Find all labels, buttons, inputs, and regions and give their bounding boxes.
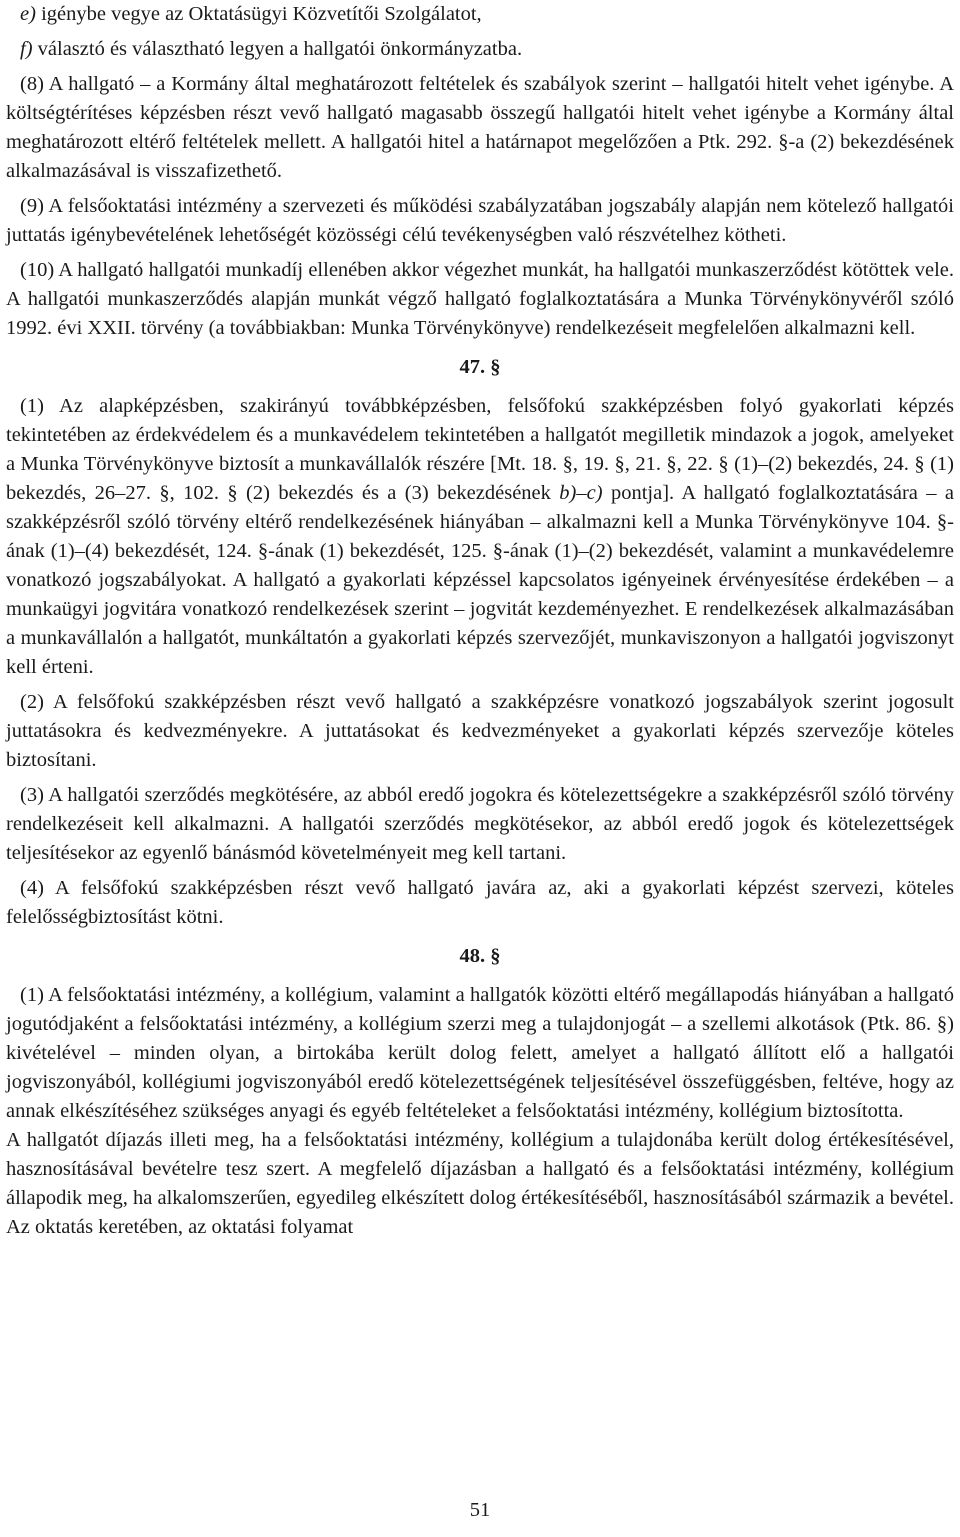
paragraph-46-8: (8) A hallgató – a Kormány által meghatározott feltételek és szabályok szerint – hallgatói hitelt vehet igénybe. A költségtérítéses képzésben részt vevő hallgató magasabb összegű hallgatói hitelt vehet igénybe a Kormány által meghatározott eltérő feltételek mellett. A hallgatói hitel a határnapot megelőzően a Ptk. 292. §-a (2) bekezdésének alkalmazásával is visszafizethető. xyxy=(6,73,954,182)
list-item-f xyxy=(6,35,954,64)
paragraph-46-10: (10) A hallgató hallgatói munkadíj ellenében akkor végezhet munkát, ha hallgatói munkaszerződést kötöttek vele. A hallgatói munkaszerződés alapján munkát végző hallgató foglalkoztatására a Munka Törvénykönyvéről szóló 1992. évi XXII. törvény (a továbbiakban: Munka Törvénykönyve) rendelkezéseit megfelelően alkalmazni kell. xyxy=(6,259,954,339)
section-heading-47: 47. § xyxy=(459,356,501,378)
paragraph-48-1: (1) A felsőoktatási intézmény, a kollégium, valamint a hallgatók közötti eltérő megállapodás hiányában a hallgató jogutódjaként a felsőoktatási intézmény, a kollégium szerzi meg a tulajdonjogát – a szellemi alkotások (Ptk. 86. §) kivételével – minden olyan, a birtokába került dolog felett, amelyet a hallgató állított elő a hallgatói jogviszonyából, kollégiumi jogviszonyából eredő kötelezettségének teljesítésével összefüggésben, feltéve, hogy az annak elkészítéséhez szükséges anyagi és egyéb feltételeket a felsőoktatási intézmény, kollégium biztosította. xyxy=(6,984,954,1122)
item-label-e: e) xyxy=(20,3,36,25)
paragraph-47-3: (3) A hallgatói szerződés megkötésére, az abból eredő jogokra és kötelezettségekre a szakképzésről szóló törvény rendelkezéseit kell alkalmazni. A hallgatói szerződés megkötésekor, az abból eredő jogok és kötelezettségek teljesítésekor az egyenlő bánásmód követelményeit meg kell tartani. xyxy=(6,784,954,864)
paragraph-47-1-part-b: pontja]. A hallgató foglalkoztatására – a szakképzésről szóló törvény eltérő rendelkezésének hiányában – alkalmazni kell a Munka Törvénykönyve 104. §-ának (1)–(4) bekezdését, 124. §-ának (1) bekezdését, 125. §-ának (1)–(2) bekezdését, valamint a munkavédelemre vonatkozó jogszabályokat. A hallgató a gyakorlati képzéssel kapcsolatos igényeinek érvényesítése érdekében – a munkaügyi jogvitára vonatkozó rendelkezések szerint – jogvitát kezdeményezhet. E rendelkezések alkalmazásában a munkavállalón a hallgatót, munkáltatón a gyakorlati képzés szervezőjét, munkaviszonyon a hallgatói jogviszonyt kell érteni. xyxy=(6,482,954,678)
paragraph-47-1-italic-ref: b)–c) xyxy=(559,482,603,504)
paragraph-47-1-part-a: (1) Az alapképzésben, szakirányú továbbképzésben, felsőfokú szakképzésben folyó gyakorlati képzés tekintetében az érdekvédelem és a munkavédelem tekintetében a hallgatót megilletik mindazok a jogok, amelyeket a Munka Törvénykönyve biztosít a munkavállalók részére [Mt. 18. §, 19. §, 21. §, 22. § (1)–(2) bekezdés, 24. § (1) bekezdés, 26–27. §, 102. § (2) bekezdés és a (3) bekezdésének xyxy=(6,395,954,504)
list-item-e xyxy=(6,0,954,29)
page-number: 51 xyxy=(469,1499,491,1521)
paragraph-47-2: (2) A felsőfokú szakképzésben részt vevő hallgató a szakképzésre vonatkozó jogszabályok szerint jogosult juttatásokra és kedvezményekre. A juttatásokat és kedvezményeket a gyakorlati képzés szervezője köteles biztosítani. xyxy=(6,691,954,771)
item-text-e: igénybe vegye az Oktatásügyi Közvetítői Szolgálatot, xyxy=(35,3,482,25)
document-page xyxy=(6,0,954,1242)
section-heading-48: 48. § xyxy=(459,945,501,967)
paragraph-48-1-continued: A hallgatót díjazás illeti meg, ha a felsőoktatási intézmény, kollégium a tulajdonába került dolog értékesítésével, hasznosításával bevételre tesz szert. A megfelelő díjazásban a hallgató és a felsőoktatási intézmény, kollégium állapodik meg, ha alkalomszerűen, egyedileg elkészített dolog értékesítéséből, hasznosításából származik a bevétel. Az oktatás keretében, az oktatási folyamat xyxy=(6,1129,954,1238)
paragraph-47-4: (4) A felsőfokú szakképzésben részt vevő hallgató javára az, aki a gyakorlati képzést szervezi, köteles felelősségbiztosítást kötni. xyxy=(6,877,954,928)
paragraph-47-1 xyxy=(6,392,954,682)
item-label-f: f) xyxy=(20,38,33,60)
paragraph-46-9: (9) A felsőoktatási intézmény a szervezeti és működési szabályzatában jogszabály alapján nem kötelező hallgatói juttatás igénybevételének lehetőségét közösségi célú tevékenységben való részvételhez kötheti. xyxy=(6,195,954,246)
item-text-f: választó és választható legyen a hallgatói önkormányzatba. xyxy=(32,38,523,60)
